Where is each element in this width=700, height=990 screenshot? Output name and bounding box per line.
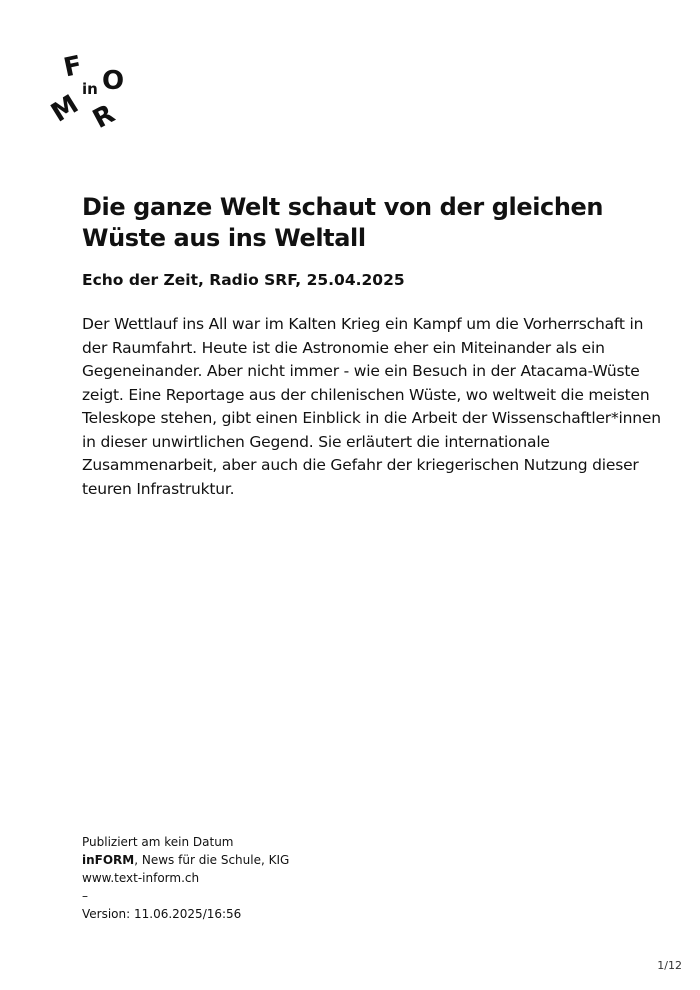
published-date: Publiziert am kein Datum <box>82 835 234 849</box>
logo-letter-o: O <box>102 66 125 96</box>
logo-letters-in: in <box>82 80 98 98</box>
publisher-line <box>82 851 289 869</box>
footer-separator: – <box>82 889 88 903</box>
article-body: Der Wettlauf ins All war im Kalten Krieg ein Kampf um die Vorherrschaft in der Raumfahrt. Heute ist die Astronomie eher ein Miteinander als ein Gegeneinander. Aber nicht immer - wie ein Besuch in der Atacama-Wüste zeigt. Eine Reportage aus der chilenischen Wüste, wo weltweit die meisten Teleskope stehen, gibt einen Einblick in die Arbeit der Wissenschaftler*innen in dieser unwirtlichen Gegend. Sie erläutert die internationale Zusammenarbeit, aber auch die Gefahr der kriegerischen Nutzung dieser teuren Infrastruktur. <box>82 315 661 498</box>
publisher-suffix: , News für die Schule, KIG <box>134 853 290 867</box>
page-number: 1/12 <box>657 959 682 972</box>
logo-letter-m: M <box>46 89 84 129</box>
document-footer <box>82 833 289 923</box>
article-source: Echo der Zeit, Radio SRF, 25.04.2025 <box>82 271 405 289</box>
inform-logo <box>46 50 140 135</box>
publisher-brand: inFORM <box>82 853 135 867</box>
logo-letter-f: F <box>61 50 85 84</box>
version-info: Version: 11.06.2025/16:56 <box>82 907 242 921</box>
article-title: Die ganze Welt schaut von der gleichen Wüste aus ins Weltall <box>82 193 604 252</box>
website-link[interactable]: www.text-inform.ch <box>82 871 200 885</box>
logo-letter-r: R <box>88 99 120 135</box>
